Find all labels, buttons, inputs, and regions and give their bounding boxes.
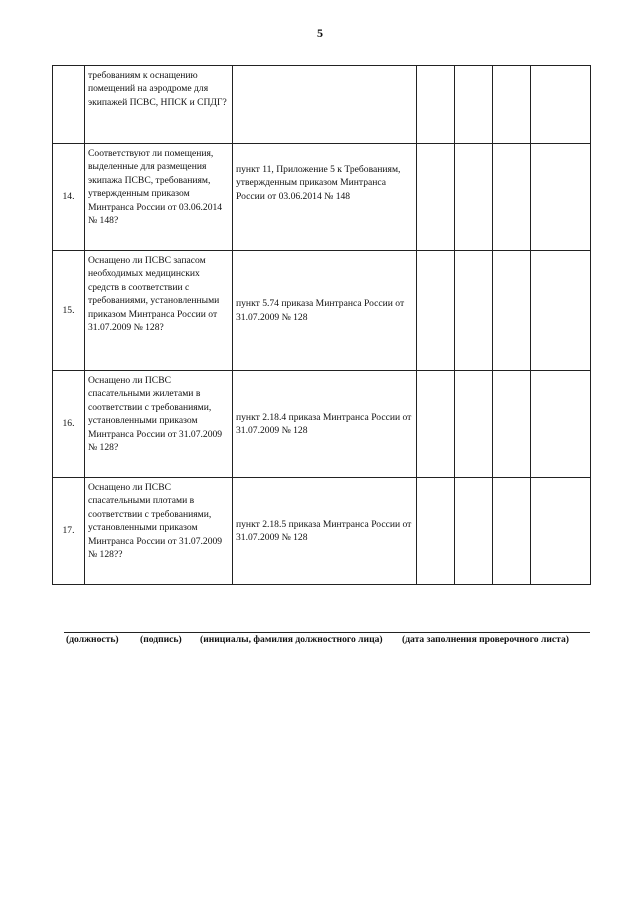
reference-cell: пункт 5.74 приказа Минтранса России от 31.07.2009 № 128 [233,251,417,371]
reference-cell [233,66,417,144]
not-applicable-cell [493,251,531,371]
row-number [53,66,85,144]
note-cell [531,144,591,251]
yes-cell [417,66,455,144]
checklist-table [52,65,591,585]
page-number: 5 [317,26,323,40]
not-applicable-cell [493,371,531,478]
note-cell [531,66,591,144]
question-cell: Оснащено ли ПСВС спасательными плотами в соответствии с требованиями, установленными приказом Минтранса России от 31.07.2009 № 128?? [85,478,233,585]
note-cell [531,371,591,478]
table-row [53,144,591,251]
note-cell [531,251,591,371]
no-cell [455,371,493,478]
not-applicable-cell [493,66,531,144]
official-name-label: (инициалы, фамилия должностного лица) [200,634,383,645]
reference-cell: пункт 2.18.4 приказа Минтранса России от 31.07.2009 № 128 [233,371,417,478]
fill-date-label: (дата заполнения проверочного листа) [402,634,569,645]
signature-line [64,632,590,633]
question-cell: требованиям к оснащению помещений на аэродроме для экипажей ПСВС, НПСК и СПДГ? [85,66,233,144]
row-number: 14. [53,144,85,251]
question-cell: Оснащено ли ПСВС запасом необходимых медицинских средств в соответствии с требованиями, установленными приказом Минтранса России от 31.07.2009 № 128? [85,251,233,371]
not-applicable-cell [493,144,531,251]
table-row [53,66,591,144]
row-number: 16. [53,371,85,478]
table-row [53,251,591,371]
yes-cell [417,251,455,371]
question-cell: Оснащено ли ПСВС спасательными жилетами в соответствии с требованиями, установленными приказом Минтранса России от 31.07.2009 № 128? [85,371,233,478]
no-cell [455,144,493,251]
reference-cell: пункт 2.18.5 приказа Минтранса России от 31.07.2009 № 128 [233,478,417,585]
row-number: 15. [53,251,85,371]
yes-cell [417,478,455,585]
note-cell [531,478,591,585]
yes-cell [417,144,455,251]
table-row [53,478,591,585]
no-cell [455,478,493,585]
question-cell: Соответствуют ли помещения, выделенные для размещения экипажа ПСВС, требованиям, утвержденным приказом Минтранса России от 03.06.2014 № 148? [85,144,233,251]
not-applicable-cell [493,478,531,585]
no-cell [455,251,493,371]
position-label: (должность) [66,634,119,645]
signature-label: (подпись) [140,634,182,645]
reference-cell: пункт 11, Приложение 5 к Требованиям, утвержденным приказом Минтранса России от 03.06.2014 № 148 [233,144,417,251]
yes-cell [417,371,455,478]
row-number: 17. [53,478,85,585]
no-cell [455,66,493,144]
table-row [53,371,591,478]
